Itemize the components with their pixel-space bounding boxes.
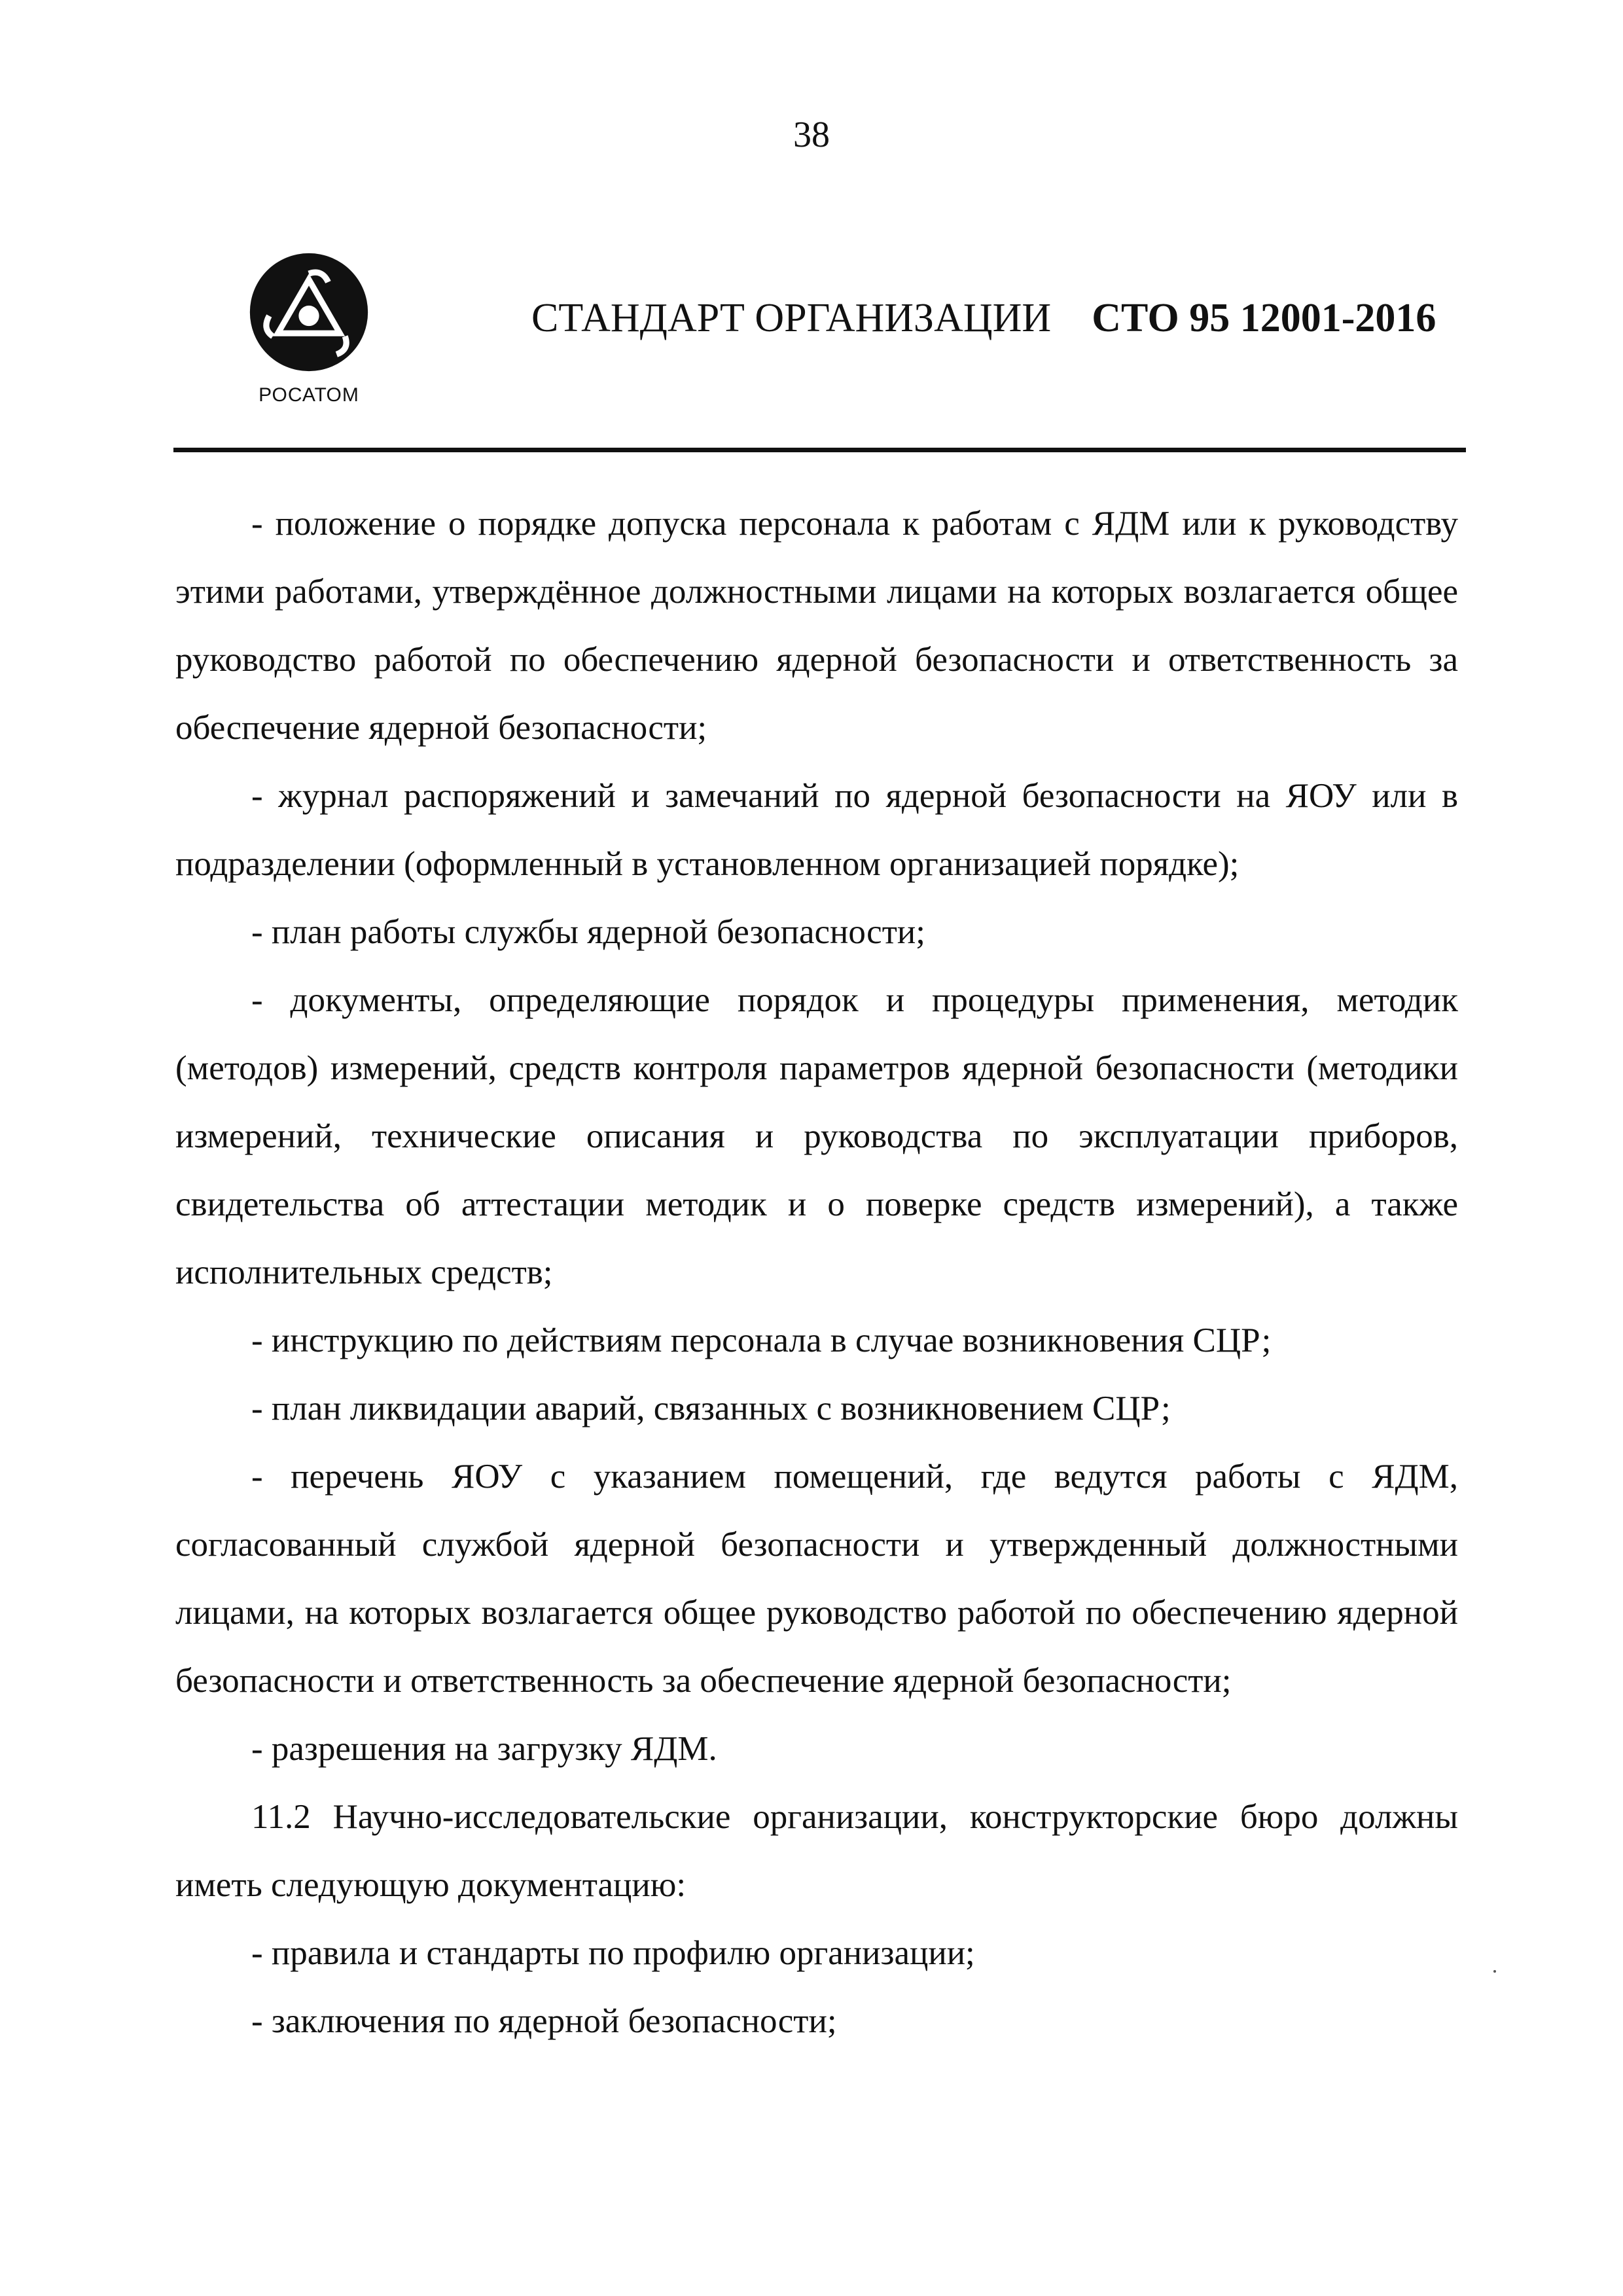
list-item: - инструкцию по действиям персонала в случае возникновения СЦР; bbox=[251, 1321, 1272, 1359]
list-item: - положение о порядке допуска персонала к работам с ЯДМ или к руководству этими работами, утверждённое должностными лицами на которых возлагается общее руководство работой по обеспечению ядерной безопасности и ответственность за обеспечение ядерной безопасности; bbox=[175, 505, 1458, 747]
page-number: 38 bbox=[793, 115, 830, 155]
document-body bbox=[175, 490, 1458, 2055]
standard-header bbox=[531, 298, 1436, 338]
list-item: - правила и стандарты по профилю организации; bbox=[251, 1934, 975, 1972]
header-divider bbox=[173, 448, 1466, 452]
logo-text: РОСАТОМ bbox=[259, 384, 359, 406]
list-item: - перечень ЯОУ с указанием помещений, где ведутся работы с ЯДМ, согласованный службой ядерной безопасности и утвержденный должностными лицами, на которых возлагается общее руководство работой по обеспечению ядерной безопасности и ответственность за обеспечение ядерной безопасности; bbox=[175, 1458, 1458, 1700]
standard-title: СТАНДАРТ ОРГАНИЗАЦИИ bbox=[531, 296, 1052, 340]
list-item: - план работы службы ядерной безопасности; bbox=[251, 913, 925, 951]
scan-speck bbox=[1493, 1970, 1496, 1973]
standard-code: СТО 95 12001-2016 bbox=[1092, 296, 1436, 340]
list-item: - документы, определяющие порядок и процедуры применения, методик (методов) измерений, средств контроля параметров ядерной безопасности (методики измерений, технические описания и руководства по эксплуатации приборов, свидетельства об аттестации методик и о поверке средств измерений), а также исполнительных средств; bbox=[175, 981, 1458, 1291]
organization-logo bbox=[241, 252, 377, 406]
list-item: - заключения по ядерной безопасности; bbox=[251, 2002, 837, 2040]
rosatom-logo-icon bbox=[249, 252, 369, 372]
list-item: - журнал распоряжений и замечаний по ядерной безопасности на ЯОУ или в подразделении (оформленный в установленном организацией порядке); bbox=[175, 777, 1458, 883]
list-item: - план ликвидации аварий, связанных с возникновением СЦР; bbox=[251, 1390, 1171, 1427]
list-item: - разрешения на загрузку ЯДМ. bbox=[251, 1730, 717, 1768]
section-paragraph: 11.2 Научно-исследовательские организации, конструкторские бюро должны иметь следующую документацию: bbox=[175, 1798, 1458, 1904]
